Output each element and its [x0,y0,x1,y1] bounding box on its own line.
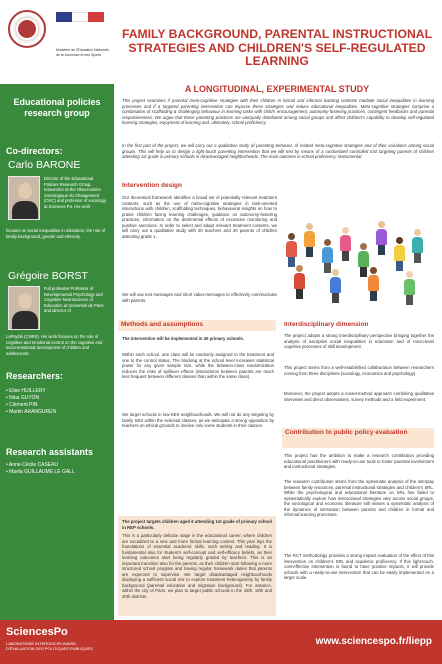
methods-heading-bar [118,320,276,331]
director2-name: Grégoire BORST [8,270,88,282]
sciencespo-logo [0,620,114,664]
director1-bio: Director of the Educational Policies Research Group, researcher at the Observatoire Sociologique du Changement (OSC) and professor of sociology at Sciences Po. His work [44,176,106,209]
footer-bar [114,620,442,664]
group-title: Educational policies research group [13,97,101,118]
researcher-item: • Clément PIN [6,402,56,409]
interdisciplinary-paragraph-2: This project stems from a well-established collaboration between researchers coming from three disciplines (sociology, economics and psychology). [284,365,434,376]
lab-name-line2: D'ÉVALUATION DES POLITIQUES PUBLIQUES [6,646,93,651]
intervention-paragraph-1: Our theoretical framework identifies a broad set of potentially relevant treatment contents, such as the use of meta-cognitive strategies in task-oriented interactions with children, scaffolding techniques, behavioural insights on how to praise children facing learning challenges, guidance on autonomy-fostering practices, information on the detrimental effects of excessive monitoring and punitive sanctions. In order to select and adapt relevant treatment contents, we will carry out a qualitative study with 20 teachers and 20 parents of children attending grade 1. [122,195,277,239]
researchers-list [6,388,56,416]
assistant-item: • Anne-Cécile CASEAU [6,462,75,469]
director2-photo [8,286,40,330]
policy-paragraph-3: The RCT methodology provides a strong impact evaluation of the effect of this intervention on children's SRL and academic proficiency. If this light-touch, cost-effective intervention is found to have positive impacts, it will provide schools with a ready-to-use intervention that can be easily implemented on a larger scale. [284,553,434,580]
researcher-item: • Martin ARANGUREN [6,409,56,416]
policy-paragraph-1: This project has the ambition to make a research contribution providing educational practitioners with ready-to-use tools to foster parental involvement and instructional strategies. [284,453,434,469]
policy-heading-bar [282,428,434,448]
website-url[interactable]: www.sciencespo.fr/liepp [315,636,432,647]
poster-title: FAMILY BACKGROUND, PARENTAL INSTRUCTIONAL STRATEGIES AND CHILDREN'S SELF-REGULATED LEARNING [121,27,433,68]
intervention-heading: Intervention design [122,182,182,189]
ministry-text: Ministère de l'Éducation Nationale, de la Jeunesse et des Sports [56,48,110,57]
university-seal-logo [8,10,46,48]
methods-paragraph-3: We target schools in low-SES neighbourhoods. We will not do any targeting by family SES within the selected classes, as we anticipate a strong opposition by teachers on ethical grounds to involve only some students in their classes. [122,412,274,428]
intro-paragraph-2: In the first part of the project, we will carry out a qualitative study of parenting behavior, of related meta-cognitive strategies and of their variations among social groups. This will help us to design a light-touch parenting intervention that we will test by means of a randomized controlled trial targeting parents of children attending 1st grade in primary schools in disadvantaged neighborhoods. The main outcome is school proficiency; instrumental [122,143,434,159]
director1-photo [8,176,40,220]
lab-name [6,641,110,651]
logo-area [0,0,114,84]
assistants-list [6,462,75,476]
brand-name: SciencesPo [6,626,68,638]
poster-subtitle: A LONGITUDINAL, EXPERIMENTAL STUDY [184,84,370,94]
sidebar [0,0,114,620]
director2-bio-cont: LaPsyDé (CNRS). His work focuses on the role of cognitive and emotional control on the cognitive and socio-emotional development of children and adolescents. [6,334,103,356]
director1-bio-cont: focuses on social inequalities in education, the role of family background, gender and ethnicity. [6,228,105,239]
policy-heading: Contribution to public policy evaluation [285,429,408,436]
director2-bio: Full professor Professor of Developmental Psychology and Cognitive Neuroscience of Education at Université de Paris and director of [44,286,104,314]
box-paragraph-2: This is a particularly delicate stage in the educational career, where children are socialized to a new and more formal learning context. This year lays the foundations of essential academic skills, such writing and reading. It is fundamental also for student's self-concept and self-efficacy beliefs, as their learning outcomes start being regularly graded by teachers. This is an important transition also for the parents, as their children start following a more structured school program and having regular homework duties that parents are expected to supervise. We target disadvantaged neighbourhoods displaying a sufficient social mix to explore treatment heterogeneity by family background (parental education and migration background). For instance, within the city of Paris, we plan to target public schools in the 18th, 19th and 20th districts. [122,533,272,599]
box-paragraph-1: The project targets children aged 6 attending 1st grade of primary school in REP schools. [122,519,272,530]
interdisciplinary-paragraph-3: Moreover, the project adopts a mixed-method approach combining qualitative interviews and direct observations, survey methods and a field experiment. [284,391,434,402]
codirectors-heading: Co-directors: [6,146,63,156]
assistant-item: • Maela GUILLAUME LE GALL [6,469,75,476]
director1-name: Carlo BARONE [8,159,81,171]
methods-paragraph-2: Within each school, one class will be randomly assigned to the treatment and one to the control status. The blocking at the school level increases statistical power for any given sample size, while the between-class randomization reduces the risks of spillover effects (interactions between parents are much less frequent between different classes than within the same class). [122,352,274,379]
assistants-heading: Research assistants [6,447,94,457]
ministry-logo [56,12,104,44]
methods-paragraph-1: The intervention will be implemented in 40 primary schools. [122,336,245,341]
methods-heading: Methods and assumptions [121,321,203,328]
policy-paragraph-2: The research contribution stems from the systematic analysis of the interplay between family resources, parental instructional strategies and children's SRL. While the psychological and educational literature on SRL has failed to systematically explore how instructional strategies vary across social groups, the sociological and economic literature still misses a systematic analysis of the dynamics of interaction between parents and children in formal and informal learning processes. [284,479,434,517]
intro-paragraph-1: This project examines if parental meta-cognitive strategies with their children in formal and informal learning contexts mediate social inequalities in learning processes and if a targeted parenting intervention can improve these strategies and reduce educational inequalities. Meta-cognitive strategies comprise a combination of scaffolding & challenging behaviour in learning tasks with child's encouragement, autonomy-fostering practices, contingent feedbacks and parental responsiveness. We argue that these parenting practices are unequally distributed among social groups and affect children's capability to develop self-regulated learning strategies, enjoyment of learning and, ultimately, school proficiency. [122,98,434,125]
researcher-item: • Elise HUILLERY [6,388,56,395]
researchers-heading: Researchers: [6,371,64,381]
interdisciplinary-heading: Interdisciplinary dimension [284,321,369,328]
researcher-item: • Nina GUYON [6,395,56,402]
children-illustration [280,193,434,311]
interdisciplinary-paragraph-1: The project adopts a strong interdisciplinary perspective bringing together the analysis of ascriptive social inequalities in education and of micro-level cognitive processes of skill development. [284,333,434,349]
intervention-paragraph-2: We will use text messages and short video-messages to effectively communicate with parents. [122,292,277,303]
lab-name-line1: LABORATOIRE INTERDISCIPLINAIRE [6,641,77,646]
